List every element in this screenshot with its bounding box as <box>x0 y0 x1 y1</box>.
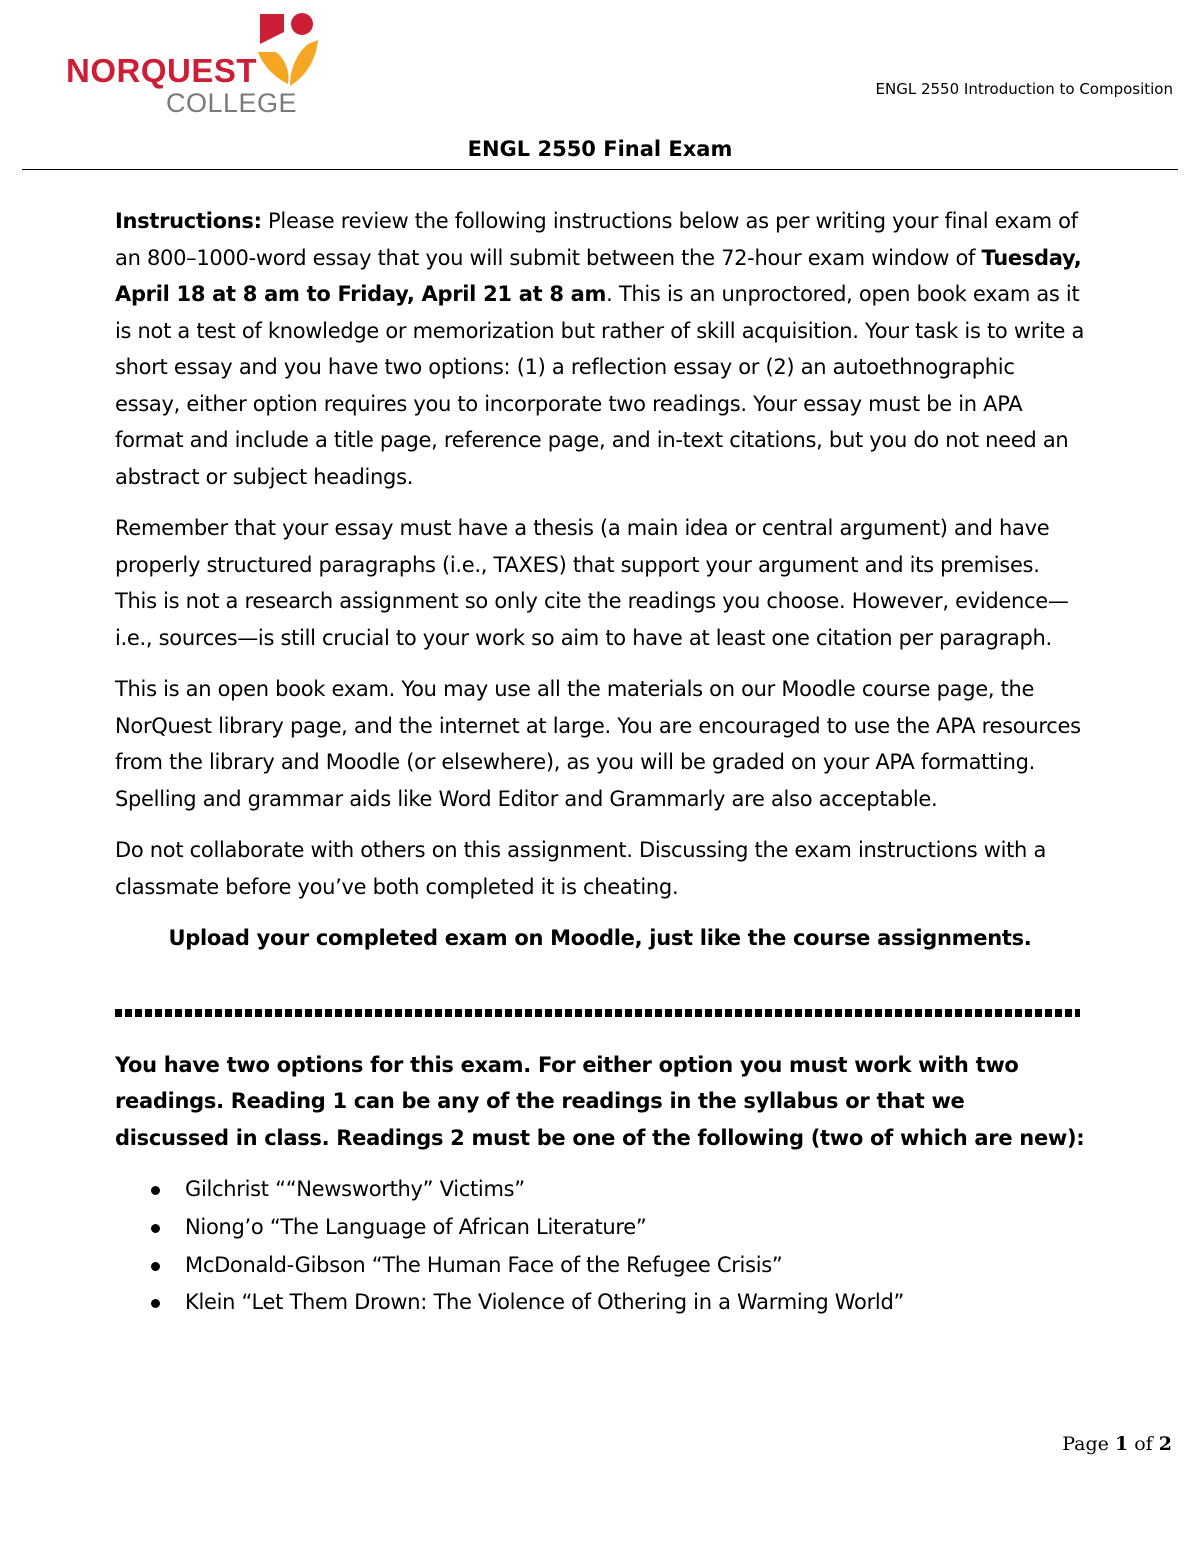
logo-wordmark-college: COLLEGE <box>166 88 298 118</box>
bullet-icon <box>151 1186 160 1195</box>
list-item <box>115 1284 1085 1322</box>
bullet-icon <box>151 1262 160 1271</box>
readings-list <box>115 1171 1085 1322</box>
dotted-divider <box>115 1009 1080 1017</box>
instructions-text-2: . This is an unproctored, open book exam as it is not a test of knowledge or memorization but rather of skill acquisition. Your task is to write a short essay and you have two options: (1) a reflection essay or (2) an autoethnographic essay, either option requires you to incorporate two readings. Your essay must be in APA format and include a title page, reference page, and in-text citations, but you do not need an abstract or subject headings. <box>115 282 1085 489</box>
open-book-paragraph: This is an open book exam. You may use all the materials on our Moodle course page, the NorQuest library page, and the internet at large. You are encouraged to use the APA resources from the library and Moodle (or elsewhere), as you will be graded on your APA formatting. Spelling and grammar aids like Word Editor and Grammarly are also acceptable. <box>115 677 1081 811</box>
bullet-icon <box>151 1299 160 1308</box>
options-intro: You have two options for this exam. For either option you must work with two readings. Reading 1 can be any of the readings in the syllabus or that we discussed in class. Readings 2 must be one of the following (two of which are new): <box>115 1052 1085 1150</box>
logo-wordmark-norquest: NORQUEST <box>66 52 258 89</box>
upload-note: Upload your completed exam on Moodle, just like the course assignments. <box>168 926 1032 950</box>
page-number <box>1062 1433 1172 1455</box>
instructions-paragraph <box>115 203 1085 495</box>
thesis-paragraph: Remember that your essay must have a thesis (a main idea or central argument) and have properly structured paragraphs (i.e., TAXES) that support your argument and its premises. This is not a research assignment so only cite the readings you choose. However, evidence—i.e., sources—is still crucial to your work so aim to have at least one citation per paragraph. <box>115 516 1069 650</box>
header-divider <box>22 169 1178 170</box>
norquest-college-logo <box>62 8 324 120</box>
page-label: Page <box>1062 1433 1115 1455</box>
reading-title: Gilchrist ““Newsworthy” Victims” <box>185 1177 525 1201</box>
logo-mark-icon <box>256 10 320 88</box>
document-body <box>115 203 1085 1322</box>
page-title: ENGL 2550 Final Exam <box>467 137 733 161</box>
instructions-label: Instructions: <box>115 209 262 233</box>
collaboration-paragraph: Do not collaborate with others on this assignment. Discussing the exam instructions with a classmate before you’ve both completed it is cheating. <box>115 838 1047 899</box>
bullet-icon <box>151 1224 160 1233</box>
course-header: ENGL 2550 Introduction to Composition <box>875 80 1173 98</box>
page-current: 1 <box>1114 1433 1129 1455</box>
reading-title: Niong’o “The Language of African Literature” <box>185 1214 647 1239</box>
reading-title: McDonald-Gibson “The Human Face of the Refugee Crisis” <box>185 1252 783 1277</box>
exam-window: Tuesday, April 18 at 8 am to Friday, April 21 at 8 am <box>115 245 1082 306</box>
of-label: of <box>1128 1433 1159 1455</box>
list-item <box>115 1247 1085 1285</box>
page-total: 2 <box>1158 1433 1172 1455</box>
instructions-text-1: Please review the following instructions below as per writing your final exam of an 800–1000-word essay that you will submit between the 72-hour exam window of <box>115 209 1078 270</box>
list-item <box>115 1171 1085 1209</box>
list-item <box>115 1209 1085 1247</box>
reading-title: Klein “Let Them Drown: The Violence of Othering in a Warming World” <box>185 1290 905 1315</box>
